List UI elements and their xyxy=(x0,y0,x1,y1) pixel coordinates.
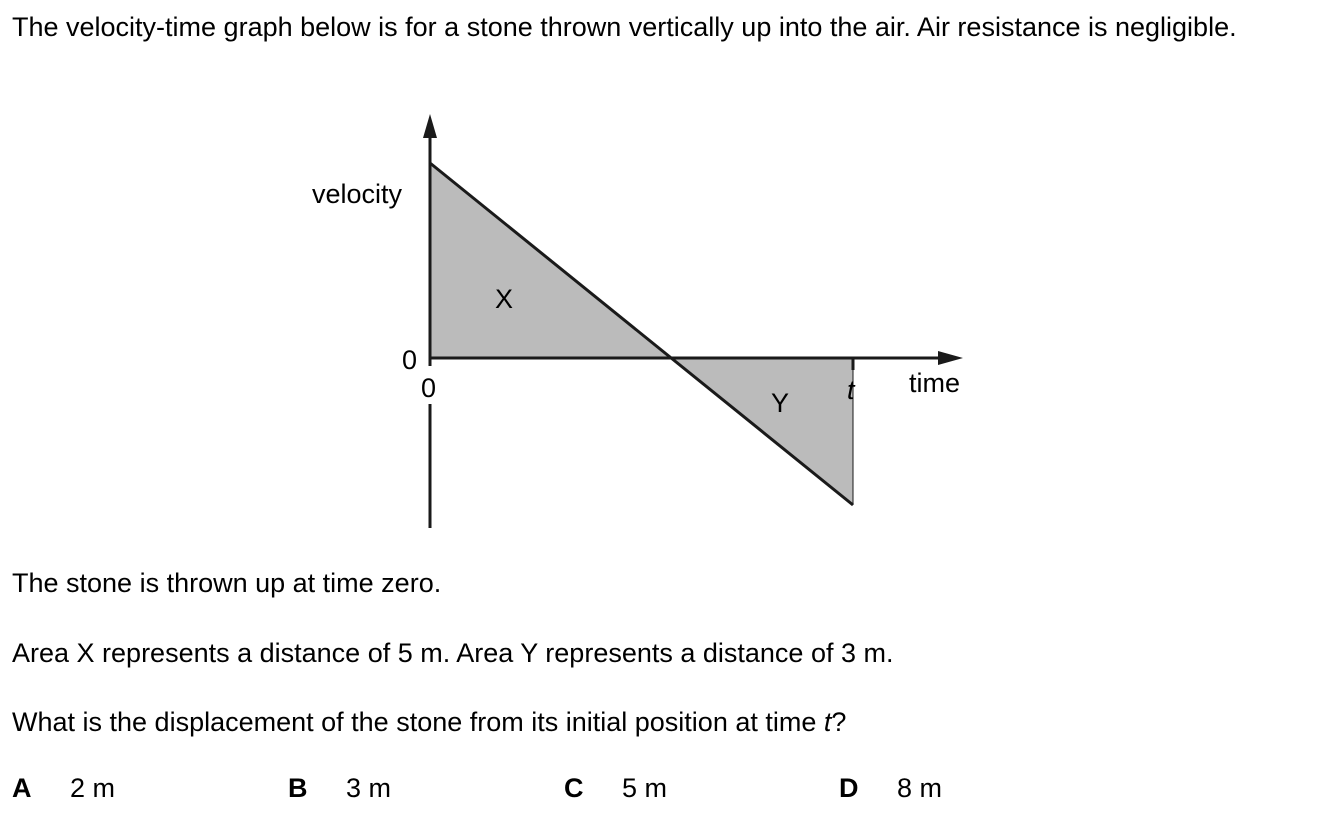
question-end: ? xyxy=(831,707,847,737)
statement-areas: Area X represents a distance of 5 m. Area Y represents a distance of 3 m. xyxy=(12,638,894,668)
answer-options xyxy=(0,772,1344,808)
area-y-label: Y xyxy=(771,388,790,418)
option-letter: A xyxy=(12,773,32,803)
x-origin-label: 0 xyxy=(421,373,437,403)
option-letter: B xyxy=(288,773,308,803)
option-b[interactable] xyxy=(288,772,391,804)
option-a[interactable] xyxy=(12,772,115,804)
x-axis-arrow xyxy=(938,351,963,365)
area-x-label: X xyxy=(495,284,514,314)
statement-thrown: The stone is thrown up at time zero. xyxy=(12,568,442,598)
y-origin-label: 0 xyxy=(402,345,418,375)
time-marker-label: t xyxy=(847,375,855,405)
question-main: What is the displacement of the stone from its initial position at time xyxy=(12,707,824,737)
option-value: 8 m xyxy=(897,773,943,803)
question-intro: The velocity-time graph below is for a stone thrown vertically up into the air. Air resistance is negligible. xyxy=(12,12,1237,42)
option-letter: C xyxy=(564,773,584,803)
option-value: 3 m xyxy=(346,773,392,803)
question-variable: t xyxy=(823,707,832,737)
x-axis-label: time xyxy=(909,368,961,398)
y-axis-arrow xyxy=(423,114,437,138)
option-value: 2 m xyxy=(70,773,116,803)
question-text xyxy=(12,706,846,738)
option-value: 5 m xyxy=(622,773,668,803)
option-d[interactable] xyxy=(839,772,942,804)
option-c[interactable] xyxy=(564,772,667,804)
y-axis-label: velocity xyxy=(312,179,403,209)
option-letter: D xyxy=(839,773,859,803)
